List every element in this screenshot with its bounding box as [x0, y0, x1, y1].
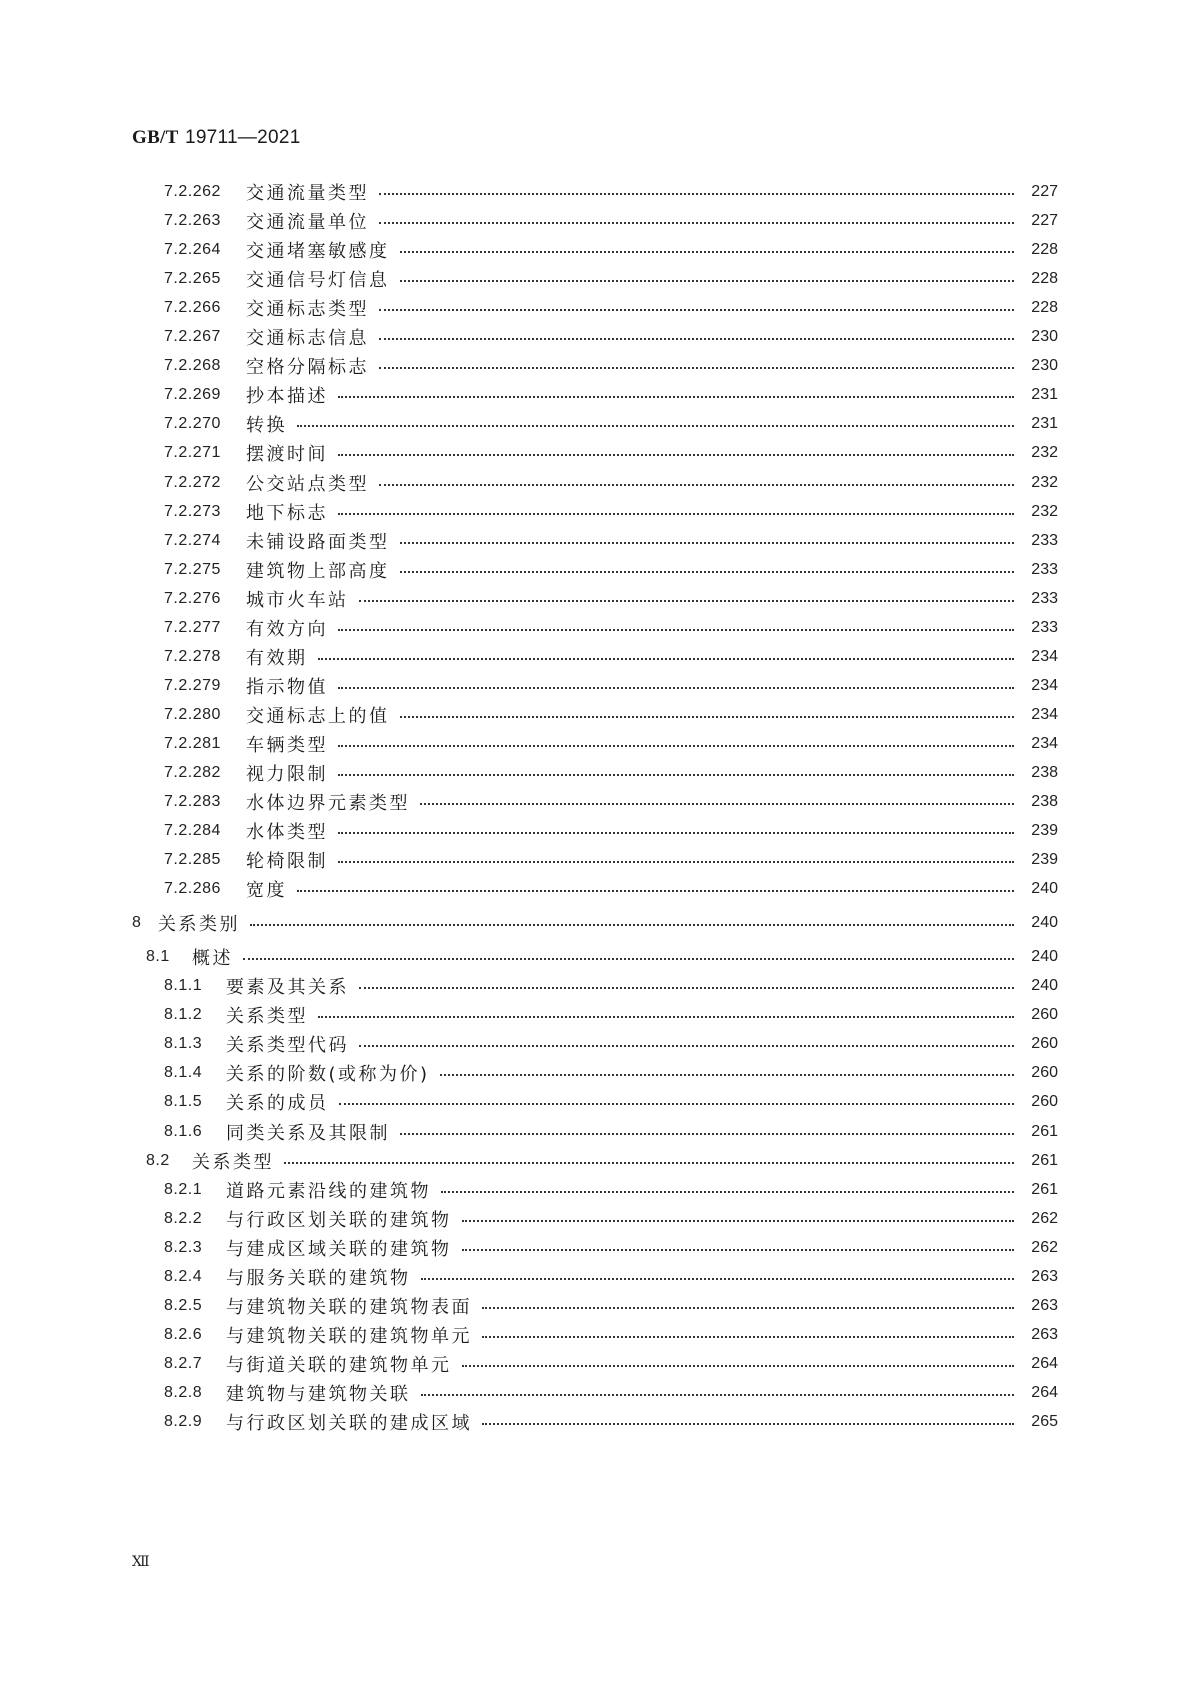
toc-entry-number: 8.2.7: [164, 1354, 203, 1372]
toc-entry-page: 263: [1031, 1296, 1058, 1314]
toc-dot-leader: [359, 977, 1014, 989]
toc-entry-page: 240: [1031, 914, 1058, 932]
toc-entry-number: 8.2: [146, 1151, 170, 1169]
toc-entry-page: 233: [1031, 560, 1058, 578]
toc-entry-title: 与服务关联的建筑物: [226, 1267, 411, 1289]
toc-dot-leader: [338, 386, 1014, 398]
toc-entry[interactable]: [164, 702, 1058, 728]
toc-dot-leader: [379, 474, 1014, 486]
toc-entry-number: 7.2.272: [164, 473, 221, 491]
toc-entry[interactable]: [146, 1148, 1058, 1174]
toc-entry-number: 8.2.4: [164, 1267, 203, 1285]
toc-entry-title: 道路元素沿线的建筑物: [226, 1180, 431, 1202]
toc-entry[interactable]: [164, 440, 1058, 466]
toc-dot-leader: [284, 1152, 1014, 1164]
toc-entry-number: 7.2.270: [164, 415, 221, 433]
toc-dot-leader: [482, 1297, 1014, 1309]
toc-entry[interactable]: [164, 789, 1058, 815]
toc-entry-title: 关系类别: [158, 914, 240, 936]
toc-entry-number: 8.2.9: [164, 1413, 203, 1430]
toc-dot-leader: [359, 590, 1015, 602]
toc-entry[interactable]: [164, 760, 1058, 786]
toc-entry-title: 交通标志类型: [246, 299, 369, 321]
toc-entry-title: 概述: [192, 948, 233, 970]
toc-entry-number: 8.1.5: [164, 1093, 203, 1111]
toc-entry-page: 234: [1031, 676, 1058, 694]
toc-dot-leader: [297, 880, 1014, 892]
toc-entry-title: 转换: [246, 415, 287, 437]
toc-entry[interactable]: [164, 1060, 1058, 1086]
toc-dot-leader: [400, 706, 1015, 718]
toc-entry-page: 228: [1031, 270, 1058, 288]
toc-dot-leader: [338, 822, 1014, 834]
toc-entry-number: 7.2.278: [164, 647, 221, 665]
toc-entry[interactable]: [132, 910, 1058, 936]
toc-entry-title: 同类关系及其限制: [226, 1122, 390, 1144]
toc-entry[interactable]: [164, 1119, 1058, 1145]
toc-dot-leader: [359, 1035, 1014, 1047]
toc-entry-number: 7.2.273: [164, 502, 221, 520]
toc-entry-title: 宽度: [246, 880, 287, 902]
toc-entry[interactable]: [164, 382, 1058, 408]
toc-dot-leader: [400, 532, 1015, 544]
toc-entry-page: 260: [1031, 1035, 1058, 1053]
toc-entry-number: 7.2.285: [164, 851, 221, 869]
toc-entry-page: 227: [1031, 183, 1058, 200]
toc-entry-number: 7.2.275: [164, 560, 221, 578]
toc-dot-leader: [338, 619, 1014, 631]
toc-entry[interactable]: [164, 528, 1058, 554]
toc-entry-number: 7.2.266: [164, 299, 221, 317]
toc-entry-number: 7.2.264: [164, 241, 221, 259]
toc-dot-leader: [440, 1064, 1014, 1076]
toc-dot-leader: [250, 914, 1014, 926]
toc-entry-page: 230: [1031, 357, 1058, 375]
toc-entry[interactable]: [164, 1206, 1058, 1232]
toc-entry[interactable]: [164, 470, 1058, 496]
toc-entry-number: 8.2.6: [164, 1325, 203, 1343]
toc-entry[interactable]: [164, 557, 1058, 583]
toc-entry[interactable]: [164, 353, 1058, 379]
toc-entry-page: 263: [1031, 1267, 1058, 1285]
toc-entry-title: 关系类型: [192, 1151, 274, 1173]
toc-dot-leader: [379, 299, 1014, 311]
toc-entry-page: 233: [1031, 618, 1058, 636]
toc-entry-page: 240: [1031, 977, 1058, 995]
toc-entry-number: 7.2.268: [164, 357, 221, 375]
toc-entry-page: 240: [1031, 880, 1058, 898]
standard-number: 19711—2021: [184, 127, 301, 148]
toc-entry-page: 262: [1031, 1238, 1058, 1256]
toc-entry-title: 与建筑物关联的建筑物单元: [226, 1325, 472, 1347]
toc-dot-leader: [379, 183, 1014, 195]
toc-entry-number: 7.2.276: [164, 589, 221, 607]
standard-prefix: GB/T: [132, 127, 179, 148]
toc-entry-title: 交通堵塞敏感度: [246, 241, 390, 263]
toc-entry-number: 8.1.2: [164, 1006, 203, 1024]
toc-entry-title: 与行政区划关联的建筑物: [226, 1209, 452, 1231]
toc-dot-leader: [339, 1093, 1015, 1105]
toc-entry-title: 指示物值: [246, 676, 328, 698]
toc-entry[interactable]: [164, 295, 1058, 321]
toc-entry[interactable]: [164, 1351, 1058, 1377]
toc-entry-number: 7.2.282: [164, 764, 221, 781]
toc-entry-title: 水体边界元素类型: [246, 793, 410, 815]
page-number: Ⅻ: [132, 1555, 150, 1570]
toc-entry[interactable]: [164, 973, 1058, 999]
toc-entry[interactable]: [164, 731, 1058, 757]
toc-entry[interactable]: [164, 208, 1058, 234]
toc-entry-page: 234: [1031, 705, 1058, 723]
toc-entry[interactable]: [164, 1322, 1058, 1348]
toc-entry-page: 261: [1031, 1151, 1058, 1169]
toc-entry[interactable]: [164, 179, 1058, 205]
toc-entry-title: 建筑物与建筑物关联: [226, 1383, 411, 1405]
toc-entry-number: 8.1: [146, 948, 170, 966]
toc-entry-page: 227: [1031, 212, 1058, 230]
toc-entry-number: 8.1.3: [164, 1035, 203, 1053]
toc-entry-number: 8: [132, 914, 142, 932]
toc-dot-leader: [400, 241, 1015, 253]
toc-entry-title: 水体类型: [246, 822, 328, 844]
toc-entry-page: 231: [1031, 386, 1058, 404]
toc-entry-page: 260: [1031, 1006, 1058, 1024]
toc-entry[interactable]: [164, 324, 1058, 350]
toc-dot-leader: [338, 735, 1014, 747]
toc-entry[interactable]: [164, 644, 1058, 670]
toc-entry-title: 与建成区域关联的建筑物: [226, 1238, 452, 1260]
toc-dot-leader: [338, 851, 1014, 863]
toc-entry-page: 261: [1031, 1180, 1058, 1198]
toc-entry-number: 7.2.263: [164, 212, 221, 230]
toc-entry-title: 城市火车站: [246, 589, 349, 611]
toc-entry-title: 摆渡时间: [246, 444, 328, 466]
toc-dot-leader: [482, 1326, 1014, 1338]
toc-entry-page: 234: [1031, 734, 1058, 752]
toc-entry-number: 8.2.8: [164, 1383, 203, 1401]
toc-entry[interactable]: [164, 876, 1058, 902]
toc-entry[interactable]: [164, 1089, 1058, 1115]
toc-entry[interactable]: [146, 944, 1058, 970]
toc-entry[interactable]: [164, 1293, 1058, 1319]
toc-entry-page: 232: [1031, 502, 1058, 520]
toc-dot-leader: [338, 677, 1014, 689]
toc-entry[interactable]: [164, 818, 1058, 844]
toc-entry-page: 264: [1031, 1354, 1058, 1372]
toc-entry-number: 8.1.4: [164, 1064, 203, 1082]
toc-entry-title: 与建筑物关联的建筑物表面: [226, 1296, 472, 1318]
toc-entry[interactable]: [164, 266, 1058, 292]
toc-entry-number: 7.2.267: [164, 328, 221, 346]
toc-entry-title: 空格分隔标志: [246, 357, 369, 379]
toc-entry-title: 交通流量类型: [246, 183, 369, 204]
toc-entry-number: 7.2.274: [164, 531, 221, 549]
toc-dot-leader: [318, 1006, 1014, 1018]
toc-dot-leader: [379, 357, 1014, 369]
toc-entry-number: 7.2.277: [164, 618, 221, 636]
toc-dot-leader: [400, 1123, 1014, 1135]
toc-entry[interactable]: [164, 1235, 1058, 1261]
toc-entry-title: 地下标志: [246, 502, 328, 524]
toc-dot-leader: [379, 328, 1014, 340]
toc-entry-number: 7.2.280: [164, 705, 221, 723]
toc-entry[interactable]: [164, 1177, 1058, 1203]
toc-dot-leader: [297, 415, 1014, 427]
toc-entry-title: 视力限制: [246, 764, 328, 785]
toc-entry-title: 交通标志信息: [246, 328, 369, 350]
toc-entry[interactable]: [164, 237, 1058, 263]
toc-entry-title: 未铺设路面类型: [246, 531, 390, 553]
toc-dot-leader: [462, 1239, 1015, 1251]
toc-entry-page: 231: [1031, 415, 1058, 433]
toc-entry-page: 239: [1031, 851, 1058, 869]
toc-entry-page: 260: [1031, 1093, 1058, 1111]
toc-dot-leader: [338, 444, 1014, 456]
toc-entry-page: 238: [1031, 764, 1058, 781]
toc-entry-title: 关系类型: [226, 1006, 308, 1028]
toc-dot-leader: [379, 212, 1014, 224]
toc-entry-page: 238: [1031, 793, 1058, 811]
toc-entry-number: 7.2.269: [164, 386, 221, 404]
toc-entry-title: 车辆类型: [246, 734, 328, 756]
toc-dot-leader: [462, 1355, 1015, 1367]
toc-dot-leader: [441, 1181, 1014, 1193]
toc-entry[interactable]: [164, 586, 1058, 612]
toc-dot-leader: [462, 1210, 1015, 1222]
toc-entry-page: 228: [1031, 299, 1058, 317]
toc-entry-title: 与行政区划关联的建成区域: [226, 1413, 472, 1434]
toc-entry-page: 262: [1031, 1209, 1058, 1227]
toc-entry[interactable]: [164, 847, 1058, 873]
toc-entry-page: 265: [1031, 1413, 1058, 1430]
toc-dot-leader: [400, 561, 1015, 573]
toc-entry-number: 7.2.284: [164, 822, 221, 840]
toc-entry-title: 要素及其关系: [226, 977, 349, 999]
toc-dot-leader: [421, 1268, 1015, 1280]
toc-entry-number: 7.2.279: [164, 676, 221, 694]
toc-entry-number: 7.2.286: [164, 880, 221, 898]
toc-entry[interactable]: [164, 615, 1058, 641]
toc-entry[interactable]: [164, 499, 1058, 525]
toc-entry-page: 228: [1031, 241, 1058, 259]
toc-entry-number: 8.1.6: [164, 1122, 203, 1140]
toc-entry[interactable]: [164, 1409, 1058, 1435]
toc-entry-title: 交通流量单位: [246, 212, 369, 234]
toc-entry-title: 交通标志上的值: [246, 705, 390, 727]
toc-entry[interactable]: [164, 411, 1058, 437]
toc-entry-title: 关系的阶数(或称为价): [226, 1064, 430, 1086]
toc-entry-page: 230: [1031, 328, 1058, 346]
toc-entry[interactable]: [164, 1031, 1058, 1057]
toc-entry-title: 有效方向: [246, 618, 328, 640]
toc-entry-number: 7.2.281: [164, 734, 221, 752]
toc-entry-page: 240: [1031, 948, 1058, 966]
toc-entry-title: 有效期: [246, 647, 308, 669]
toc-entry-number: 7.2.265: [164, 270, 221, 288]
toc-entry-page: 239: [1031, 822, 1058, 840]
toc-entry[interactable]: [164, 1380, 1058, 1406]
toc-dot-leader: [318, 648, 1015, 660]
toc-dot-leader: [482, 1413, 1014, 1425]
toc-dot-leader: [421, 1384, 1015, 1396]
toc-entry-title: 公交站点类型: [246, 473, 369, 495]
toc-entry-number: 8.2.1: [164, 1180, 203, 1198]
toc-entry-title: 抄本描述: [246, 386, 328, 408]
toc-entry-page: 233: [1031, 589, 1058, 607]
toc-entry-page: 260: [1031, 1064, 1058, 1082]
toc-entry-title: 关系的成员: [226, 1093, 329, 1115]
toc-entry-title: 交通信号灯信息: [246, 270, 390, 292]
toc-entry-number: 8.2.5: [164, 1296, 203, 1314]
toc-entry[interactable]: [164, 673, 1058, 699]
toc-entry-page: 264: [1031, 1383, 1058, 1401]
toc-entry-number: 8.2.2: [164, 1209, 203, 1227]
toc-entry[interactable]: [164, 1264, 1058, 1290]
toc-entry-page: 263: [1031, 1325, 1058, 1343]
toc-entry-page: 234: [1031, 647, 1058, 665]
toc-dot-leader: [400, 270, 1015, 282]
toc-dot-leader: [338, 503, 1014, 515]
toc-entry-title: 建筑物上部高度: [246, 560, 390, 582]
toc-entry-page: 232: [1031, 473, 1058, 491]
toc-dot-leader: [338, 764, 1014, 776]
toc-entry-page: 232: [1031, 444, 1058, 462]
toc-dot-leader: [420, 793, 1014, 805]
toc-entry-page: 261: [1031, 1122, 1058, 1140]
toc-entry-number: 8.1.1: [164, 977, 203, 995]
toc-dot-leader: [243, 948, 1014, 960]
toc-entry[interactable]: [164, 1002, 1058, 1028]
toc-entry-page: 233: [1031, 531, 1058, 549]
toc-entry-title: 关系类型代码: [226, 1035, 349, 1057]
document-header: [132, 126, 301, 149]
toc-entry-number: 7.2.262: [164, 183, 221, 200]
toc-entry-number: 8.2.3: [164, 1238, 203, 1256]
toc-entry-number: 7.2.283: [164, 793, 221, 811]
toc-entry-title: 轮椅限制: [246, 851, 328, 873]
toc-entry-title: 与街道关联的建筑物单元: [226, 1354, 452, 1376]
toc-entry-number: 7.2.271: [164, 444, 221, 462]
